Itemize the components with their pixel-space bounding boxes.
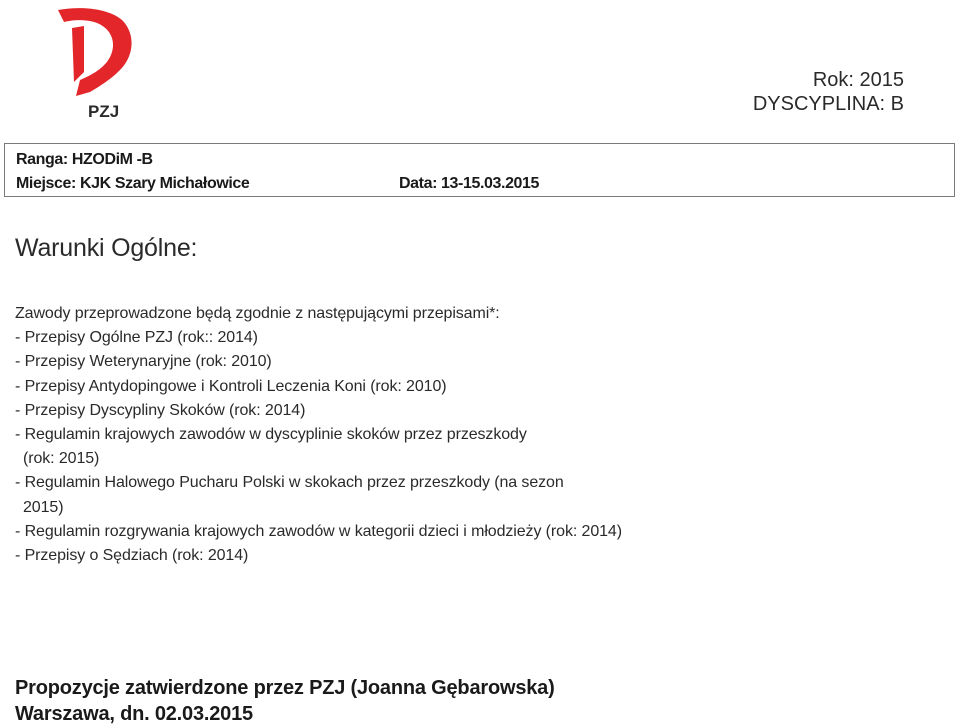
general-conditions-heading: Warunki Ogólne: <box>15 234 198 262</box>
regulation-item: - Regulamin rozgrywania krajowych zawodów w kategorii dzieci i młodzieży (rok: 2014) <box>15 522 622 540</box>
regulation-item: - Przepisy Weterynaryjne (rok: 2010) <box>15 353 272 371</box>
regulation-item-continued: (rok: 2015) <box>23 450 100 468</box>
regulation-item: - Przepisy o Sędziach (rok: 2014) <box>15 547 249 565</box>
place-label: Miejsce: KJK Szary Michałowice <box>16 175 250 192</box>
regulation-item: - Przepisy Dyscypliny Skoków (rok: 2014) <box>15 401 306 419</box>
regulations-list <box>15 302 915 568</box>
regulation-item: - Przepisy Ogólne PZJ (rok:: 2014) <box>15 329 258 347</box>
year-label: Rok: 2015 <box>812 69 904 91</box>
approval-footer <box>15 675 555 727</box>
pzj-logo <box>50 4 140 122</box>
discipline-label: DYSCYPLINA: B <box>752 93 904 115</box>
approval-line: Propozycje zatwierdzone przez PZJ (Joanna Gębarowska) <box>15 677 555 699</box>
rank-label: Ranga: HZODiM -B <box>16 151 153 168</box>
regulation-item-continued: 2015) <box>23 498 64 516</box>
competition-info-box <box>4 143 955 197</box>
place-date-line: Warszawa, dn. 02.03.2015 <box>15 703 253 725</box>
date-label: Data: 13-15.03.2015 <box>399 175 540 192</box>
regulation-item: - Regulamin krajowych zawodów w dyscyplinie skoków przez przeszkody <box>15 426 527 444</box>
pzj-logo-mark <box>50 4 140 122</box>
year-discipline-block <box>753 68 904 116</box>
logo-text: PZJ <box>88 102 120 121</box>
regulations-intro: Zawody przeprowadzone będą zgodnie z następującymi przepisami*: <box>15 305 500 322</box>
regulation-item: - Regulamin Halowego Pucharu Polski w skokach przez przeszkody (na sezon <box>15 474 564 492</box>
regulation-item: - Przepisy Antydopingowe i Kontroli Leczenia Koni (rok: 2010) <box>15 377 447 395</box>
